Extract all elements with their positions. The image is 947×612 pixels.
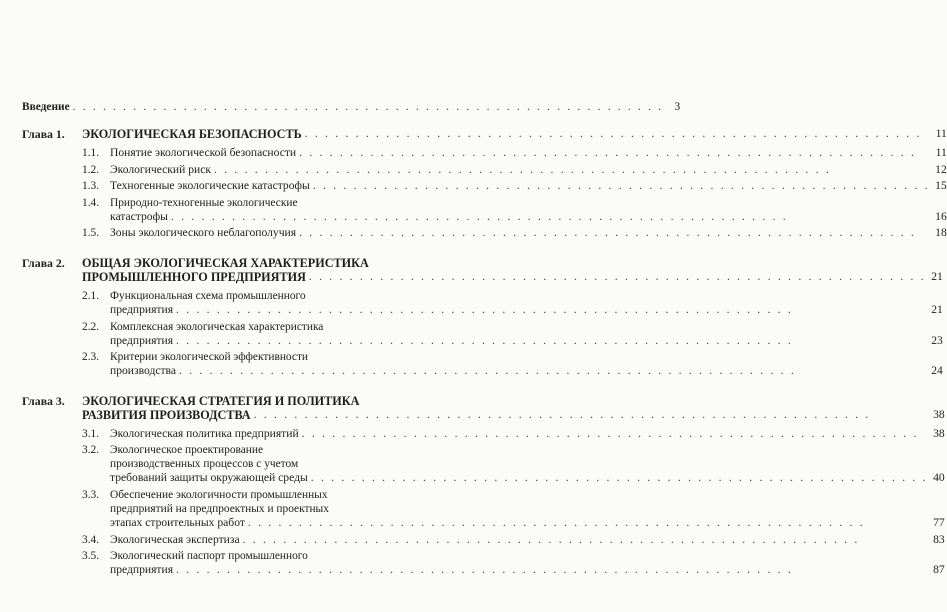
leader-dots: . . . . . . . . . . . . . . . . . . . . . . . . . . . . . . . . . . . . . . . . . . . . . . . . . . . . . . . . . . . . . (253, 407, 871, 421)
section-title-line: предприятий на предпроектных и проектных (110, 502, 329, 515)
chapter-title-row (82, 127, 947, 141)
section-title-line: Природно-техногенные экологические (110, 196, 298, 209)
leader-dots: . . . . . . . . . . . . . . . . . . . . . . . . . . . . . . . . . . . . . . . . . . . . . . . . . . . . . . . . . . . . . (170, 209, 788, 223)
section-title-row (110, 163, 947, 177)
page-number: 18 (935, 226, 947, 240)
section-title-line: Экологическое проектирование (110, 444, 264, 457)
toc-section (82, 179, 947, 193)
section-body (110, 320, 943, 348)
page-number: 16 (935, 209, 947, 223)
entry-text: предприятия (110, 563, 174, 577)
leader-dots: . . . . . . . . . . . . . . . . . . . . . . . . . . . . . . . . . . . . . . . . . . . . . . . . . . . . . . . . . . . . . (242, 532, 860, 546)
entry-text: Экологическая экспертиза (110, 532, 240, 546)
entry-text: катастрофы (110, 209, 168, 223)
page-number: 77 (933, 515, 945, 529)
section-number: 3.4. (82, 533, 100, 546)
section-body (110, 226, 947, 240)
section-title-row (110, 179, 947, 193)
page-number: 12 (935, 162, 947, 176)
chapter-title-row (82, 270, 943, 284)
toc-section (82, 289, 943, 317)
chapter-title-line: ЭКОЛОГИЧЕСКАЯ СТРАТЕГИЯ И ПОЛИТИКА (82, 393, 360, 408)
section-number: 1.1. (82, 147, 100, 159)
toc-section (82, 320, 943, 348)
chapter-list (22, 127, 947, 580)
leader-dots: . . . . . . . . . . . . . . . . . . . . . . . . . . . . . . . . . . . . . . . . . . . . . . . . . . . . . . . . . . . . . (299, 146, 917, 159)
section-number: 2.1. (82, 289, 100, 302)
leader-dots: . . . . . . . . . . . . . . . . . . . . . . . . . . . . . . . . . . . . . . . . . . . . . . . . . . . . . . . . . . . . . (301, 426, 919, 440)
section-number: 1.3. (82, 180, 100, 193)
section-title-row (110, 303, 943, 317)
section-title-line: Комплексная экологическая характеристика (110, 320, 324, 333)
chapter-body (82, 394, 945, 580)
leader-dots: . . . . . . . . . . . . . . . . . . . . . . . . . . . . . . . . . . . . . . . . . . . . . . . . . . . . . . . . . . . . . (304, 127, 922, 140)
entry-text: производства (110, 364, 177, 378)
section-title-row (110, 516, 945, 530)
entry-text: этапах строительных работ (110, 515, 245, 529)
section-body (110, 549, 945, 577)
leader-dots: . . . . . . . . . . . . . . . . . . . . . . . . . . . . . . . . . . . . . . . . . . . . . . . . . . . . . . . . . . . . . (299, 226, 916, 240)
page-number: 24 (931, 364, 943, 378)
page-number: 40 (933, 471, 945, 485)
section-number: 1.4. (82, 196, 100, 209)
page-number: 11 (935, 127, 947, 140)
entry-text: требований защиты окружающей среды (110, 471, 308, 485)
leader-dots: . . . . . . . . . . . . . . . . . . . . . . . . . . . . . . . . . . . . . . . . . . . . . . . . . . . . . . . . . . . . . (312, 179, 930, 193)
entry-text: ПРОМЫШЛЕННОГО ПРЕДПРИЯТИЯ (82, 269, 306, 284)
section-body (110, 146, 947, 160)
toc-chapter (22, 255, 943, 381)
section-body (110, 350, 943, 378)
section-title-line: Критерии экологической эффективности (110, 351, 309, 364)
section-title-row (110, 427, 945, 441)
section-list (82, 146, 947, 240)
section-title-row (110, 533, 945, 547)
chapter-title-line: ОБЩАЯ ЭКОЛОГИЧЕСКАЯ ХАРАКТЕРИСТИКА (82, 255, 369, 270)
section-title-row (110, 226, 947, 240)
section-body (110, 443, 945, 485)
section-title-line: производственных процессов с учетом (110, 458, 299, 471)
section-body (110, 196, 947, 224)
section-body (110, 179, 947, 193)
chapter-body (82, 256, 943, 381)
toc-intro-label: Введение (22, 101, 70, 113)
leader-dots: . . . . . . . . . . . . . . . . . . . . . . . . . . . . . . . . . . . . . . . . . . . . . . . . . . . . . . . . . . . . . (247, 515, 865, 529)
entry-text: РАЗВИТИЯ ПРОИЗВОДСТВА (82, 407, 251, 422)
leader-dots: . . . . . . . . . . . . . . . . . . . . . . . . . . . . . . . . . . . . . . . . . . . . . . . . . . . . . . . . . . . (72, 101, 664, 113)
page-number: 15 (935, 179, 947, 193)
section-number: 3.2. (82, 444, 100, 457)
chapter-label: Глава 3. (22, 393, 65, 408)
entry-text: предприятия (110, 333, 174, 347)
leader-dots: . . . . . . . . . . . . . . . . . . . . . . . . . . . . . . . . . . . . . . . . . . . . . . . . . . . . . . . . . . . . . (310, 471, 928, 485)
page-number: 38 (933, 426, 945, 440)
page-number: 83 (933, 532, 945, 546)
entry-text: ЭКОЛОГИЧЕСКАЯ БЕЗОПАСНОСТЬ (82, 127, 302, 141)
chapter-body (82, 127, 947, 243)
section-number: 1.5. (82, 227, 100, 240)
toc-section (82, 443, 945, 485)
section-list (82, 289, 943, 378)
toc-section (82, 196, 947, 224)
toc-section (82, 146, 947, 160)
table-of-contents (22, 100, 947, 580)
toc-section (82, 350, 943, 378)
section-number: 2.2. (82, 320, 100, 333)
section-number: 1.2. (82, 163, 100, 176)
leader-dots: . . . . . . . . . . . . . . . . . . . . . . . . . . . . . . . . . . . . . . . . . . . . . . . . . . . . . . . . . . . . . (176, 563, 793, 577)
section-title-row (110, 563, 945, 577)
section-number: 3.5. (82, 550, 100, 563)
entry-text: Зоны экологического неблагополучия (110, 226, 297, 240)
entry-text: Экологическая политика предприятий (110, 426, 299, 440)
page-number: 11 (935, 146, 947, 159)
section-body (110, 163, 947, 177)
section-title-line: Экологический паспорт промышленного (110, 550, 308, 563)
entry-text: Понятие экологической безопасности (110, 146, 297, 159)
leader-dots: . . . . . . . . . . . . . . . . . . . . . . . . . . . . . . . . . . . . . . . . . . . . . . . . . . . . . . . . . . . . . (176, 333, 793, 347)
toc-chapter (22, 127, 947, 243)
leader-dots: . . . . . . . . . . . . . . . . . . . . . . . . . . . . . . . . . . . . . . . . . . . . . . . . . . . . . . . . . . . . . (176, 302, 793, 316)
section-body (110, 427, 945, 441)
toc-entry-intro (22, 100, 681, 114)
toc-section (82, 549, 945, 577)
section-title-line: Функциональная схема промышленного (110, 289, 306, 302)
section-list (82, 427, 945, 577)
entry-text: Техногенные экологические катастрофы (110, 179, 310, 193)
chapter-label: Глава 2. (22, 255, 65, 270)
page-number: 87 (933, 563, 945, 577)
section-title-row (110, 364, 943, 378)
section-title-row (110, 471, 945, 485)
toc-section (82, 427, 945, 441)
page-number: 21 (931, 302, 943, 316)
section-body (110, 488, 945, 530)
section-title-line: Обеспечение экологичности промышленных (110, 488, 328, 501)
section-number: 3.1. (82, 427, 100, 440)
section-body (110, 533, 945, 547)
chapter-label: Глава 1. (22, 127, 65, 141)
chapter-title-row (82, 408, 945, 422)
section-title-row (110, 210, 947, 224)
toc-chapter (22, 393, 945, 580)
page-number: 21 (931, 269, 943, 283)
leader-dots: . . . . . . . . . . . . . . . . . . . . . . . . . . . . . . . . . . . . . . . . . . . . . . . . . . . . . . . . . . . . . (179, 364, 796, 378)
section-number: 2.3. (82, 351, 100, 364)
toc-section (82, 163, 947, 177)
section-title-row (110, 334, 943, 348)
toc-section (82, 226, 947, 240)
entry-text: Экологический риск (110, 162, 212, 176)
toc-intro-page: 3 (674, 101, 681, 113)
toc-section (82, 533, 945, 547)
section-body (110, 289, 943, 317)
section-number: 3.3. (82, 488, 100, 501)
leader-dots: . . . . . . . . . . . . . . . . . . . . . . . . . . . . . . . . . . . . . . . . . . . . . . . . . . . . . . . . . . . . . (214, 162, 831, 176)
page-number: 23 (931, 333, 943, 347)
section-title-row (110, 146, 947, 160)
leader-dots: . . . . . . . . . . . . . . . . . . . . . . . . . . . . . . . . . . . . . . . . . . . . . . . . . . . . . . . . . . . . . (308, 269, 926, 283)
entry-text: предприятия (110, 302, 174, 316)
page-number: 38 (933, 407, 945, 421)
toc-section (82, 488, 945, 530)
